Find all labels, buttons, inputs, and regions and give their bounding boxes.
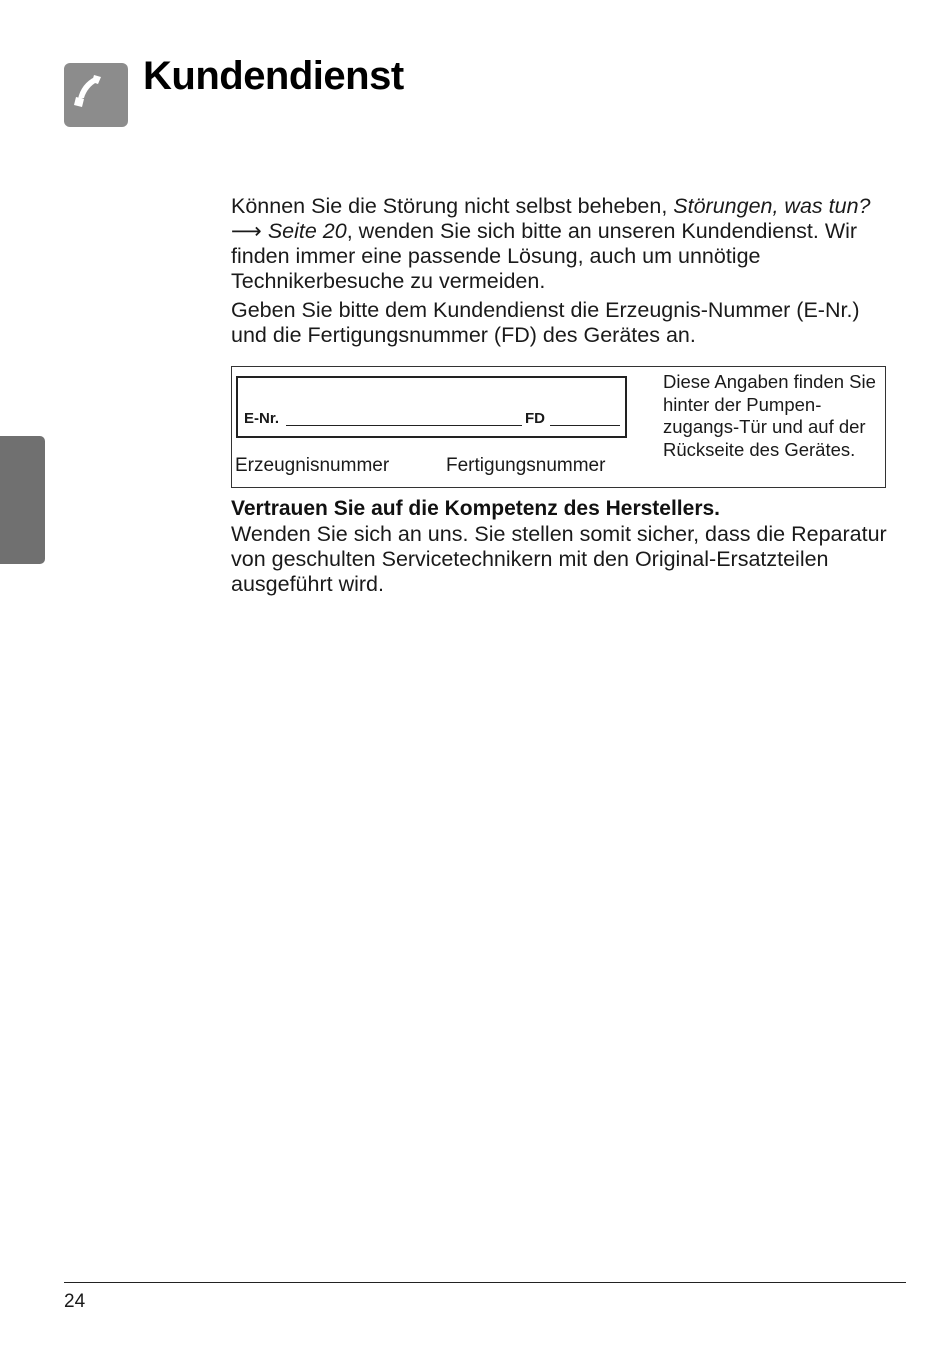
main-content	[231, 194, 901, 601]
page-number: 24	[64, 1291, 86, 1312]
intro-paragraph	[231, 194, 901, 294]
product-number-paragraph: Geben Sie bitte dem Kundendienst die Erzeugnis-Nummer (E-Nr.) und die Fertigungsnummer (FD) des Gerätes an.	[231, 298, 860, 347]
reference-page: Seite 20	[267, 219, 347, 243]
enr-label: E-Nr.	[244, 410, 280, 427]
intro-text-start: Können Sie die Störung nicht selbst beheben,	[231, 194, 674, 218]
rating-plate-info-box	[231, 366, 886, 488]
fertigungsnummer-label: Fertigungsnummer	[446, 455, 606, 476]
location-note: Diese Angaben finden Sie hinter der Pumpen-zugangs-Tür und auf der Rückseite des Gerätes.	[663, 371, 876, 460]
intro-text-end: , wenden Sie sich bitte an unseren Kundendienst. Wir finden immer eine passende Lösung, auch um unnötige Technikerbesuche zu vermeiden.	[231, 219, 858, 293]
enr-line	[286, 425, 522, 426]
reference-troubleshooting: Störungen, was tun?	[673, 194, 871, 218]
arrow-right-icon: ⟶	[231, 219, 262, 243]
erzeugnisnummer-label: Erzeugnisnummer	[235, 455, 390, 476]
page-title: Kundendienst	[143, 54, 404, 98]
fd-line	[550, 425, 620, 426]
trust-heading: Vertrauen Sie auf die Kompetenz des Herstellers.	[231, 497, 721, 520]
chapter-tab-marker	[0, 436, 45, 564]
fd-label: FD	[525, 410, 545, 427]
footer-divider	[64, 1282, 906, 1283]
telephone-handset-icon	[64, 63, 128, 127]
trust-paragraph: Wenden Sie sich an uns. Sie stellen somit sicher, dass die Reparatur von geschulten Servicetechnikern mit den Original-Ersatzteilen ausgeführt wird.	[231, 522, 887, 596]
rating-plate	[236, 376, 627, 438]
